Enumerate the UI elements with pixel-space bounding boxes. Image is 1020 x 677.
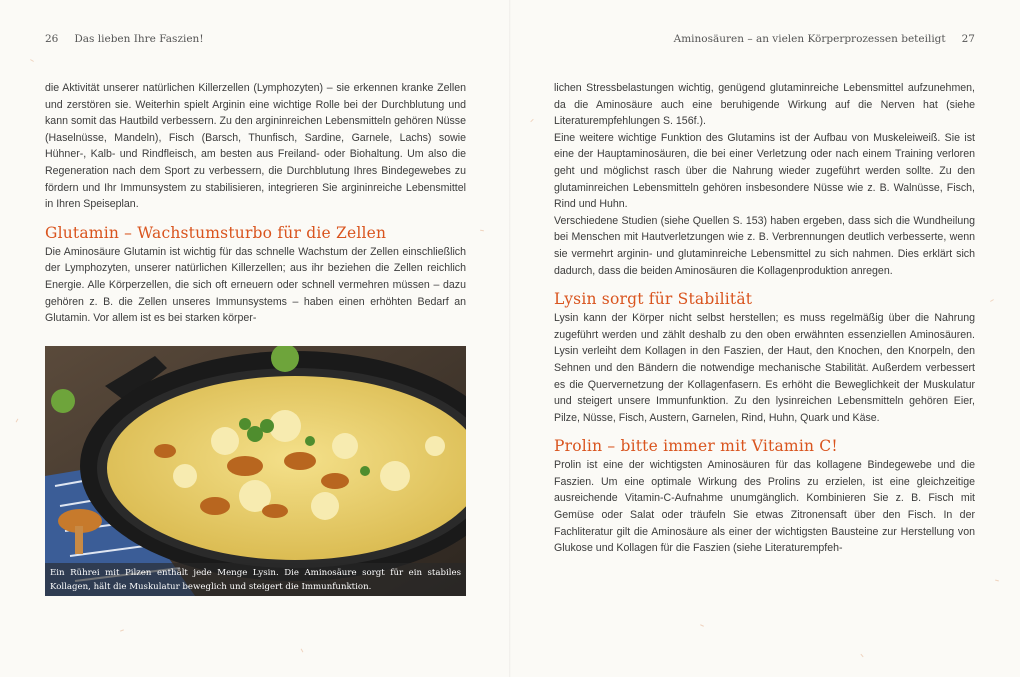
paper-fleck	[301, 649, 304, 653]
paper-fleck	[480, 230, 484, 232]
paragraph-prolin: Prolin ist eine der wichtigsten Aminosäuren für das kollagene Bindegewebe und die Faszien. Um eine optimale Wirkung des Prolins zu erzielen, ist eine gleichzeitige ausreichende Vitamin-C-Aufnahme unumgänglich. Kombinieren Sie z. B. Fisch mit Gemüse oder Salat oder träufeln Sie etwas Zitronensaft über den Fisch. In der Fachliteratur gilt die Aminosäure als einer der wichtigsten Bausteine zur Herstellung von Glukose und Kollagen für die Faszien (siehe Literaturempfeh-	[554, 459, 975, 555]
right-running-title: Aminosäuren – an vielen Körperprozessen beteiligt	[673, 33, 946, 45]
heading-glutamin: Glutamin – Wachstumsturbo für die Zellen	[45, 223, 387, 242]
right-text-column	[554, 80, 975, 557]
left-paragraph-arginin: die Aktivität unserer natürlichen Killerzellen (Lymphozyten) – sie erkennen kranke Zellen und zerstören sie. Weiterhin spielt Arginin eine wichtige Rolle bei der Durchblutung und kann somit das Hautbild verbessern. Zu den argininreichen Lebensmitteln gehören Nüsse (Haselnüsse, Mandeln), Fisch (Barsch, Thunfisch, Sardine, Garnele, Lachs) sowie Hühner-, Kalb- und Rindfleisch, am besten aus Freiland- oder Biohaltung. Um also die Regeneration nach dem Sport zu verbessern, die Durchblutung Ihres Bindegewebes zu fördern und Ihr Immunsystem zu stabilisieren, integrieren Sie argininreiche Lebensmittel in Ihren Speiseplan.	[45, 82, 466, 211]
scrambled-eggs-photo	[45, 346, 466, 596]
book-gutter	[509, 0, 511, 677]
paper-fleck	[700, 624, 704, 627]
heading-prolin: Prolin – bitte immer mit Vitamin C!	[554, 437, 838, 456]
paper-fleck	[990, 299, 994, 302]
paper-fleck	[995, 579, 999, 581]
left-text-column	[45, 80, 466, 327]
right-running-head	[674, 33, 975, 45]
scrambled-eggs	[107, 376, 466, 560]
heading-lysin: Lysin sorgt für Stabilität	[554, 290, 753, 309]
paper-fleck	[860, 654, 863, 658]
left-running-head	[45, 33, 204, 45]
left-page-number: 26	[45, 33, 59, 45]
paper-fleck	[30, 59, 34, 62]
left-running-title: Das lieben Ihre Faszien!	[74, 33, 204, 45]
right-page-number: 27	[961, 33, 975, 45]
paragraph-glutamin: Die Aminosäure Glutamin ist wichtig für das schnelle Wachstum der Zellen einschließlich der Lymphozyten, unserer natürlichen Killerzellen; aus ihr beziehen die Zellen reichlich Energie. Alle Körperzellen, die sich oft erneuern oder schnell vermehren müssen – dazu gehören z. B. die Zellen unseres Immunsystems – haben einen erhöhten Bedarf an Glutamin. Vor allem ist es bei starken körper-	[45, 245, 466, 325]
pan-illustration	[45, 346, 466, 596]
right-paragraph-studien: Verschiedene Studien (siehe Quellen S. 153) haben ergeben, dass sich die Wundheilung bei Menschen mit Hautverletzungen wie z. B. Verbrennungen deutlich verbesserte, wenn sie vermehrt arginin- und glutaminreiche Lebensmittel zu sich nahmen. Dies erklärt sich dadurch, dass die beiden Aminosäuren die Kollagenproduktion anregen.	[554, 214, 975, 277]
photo-caption: Ein Rührei mit Pilzen enthält jede Menge Lysin. Die Aminosäure sorgt für ein stabiles Kollagen, hält die Muskulatur beweglich und steigert die Immunfunktion.	[45, 563, 466, 596]
paper-fleck	[120, 629, 124, 631]
paper-fleck	[530, 119, 534, 123]
right-paragraph-muskeleiweiss: Eine weitere wichtige Funktion des Glutamins ist der Aufbau von Muskeleiweiß. Sie ist eine der Hauptaminosäuren, die bei einer Verletzung oder nach einem Training verloren geht und möglichst rasch über die Nahrung wieder zugeführt werden sollte. Zu den glutaminreichen Lebensmitteln gehören insbesondere Nüsse wie z. B. Walnüsse, Fisch, Rind und Huhn.	[554, 131, 975, 211]
right-paragraph-stress: lichen Stressbelastungen wichtig, genügend glutaminreiche Lebensmittel aufzunehmen, da die Aminosäure auch eine beruhigende Wirkung auf die Nerven hat (siehe Literaturempfehlungen S. 156f.).	[554, 82, 975, 128]
paragraph-lysin: Lysin kann der Körper nicht selbst herstellen; es muss regelmäßig über die Nahrung zugeführt werden und zählt deshalb zu den oben erwähnten essenziellen Aminosäuren. Lysin verleiht dem Kollagen in den Faszien, der Haut, den Knochen, den Knorpeln, den Sehnen und den Bändern die notwendige mechanische Stabilität. Außerdem verbessert es die Quervernetzung der Kollagenfasern. Es erhöht die Beweglichkeit der Muskulatur und steigert unsere Immunfunktion. Zu den lysinreichen Lebensmitteln gehören Eier, Pilze, Nüsse, Fisch, Austern, Garnelen, Rind, Huhn, Quark und Käse.	[554, 312, 975, 424]
paper-fleck	[16, 419, 19, 423]
